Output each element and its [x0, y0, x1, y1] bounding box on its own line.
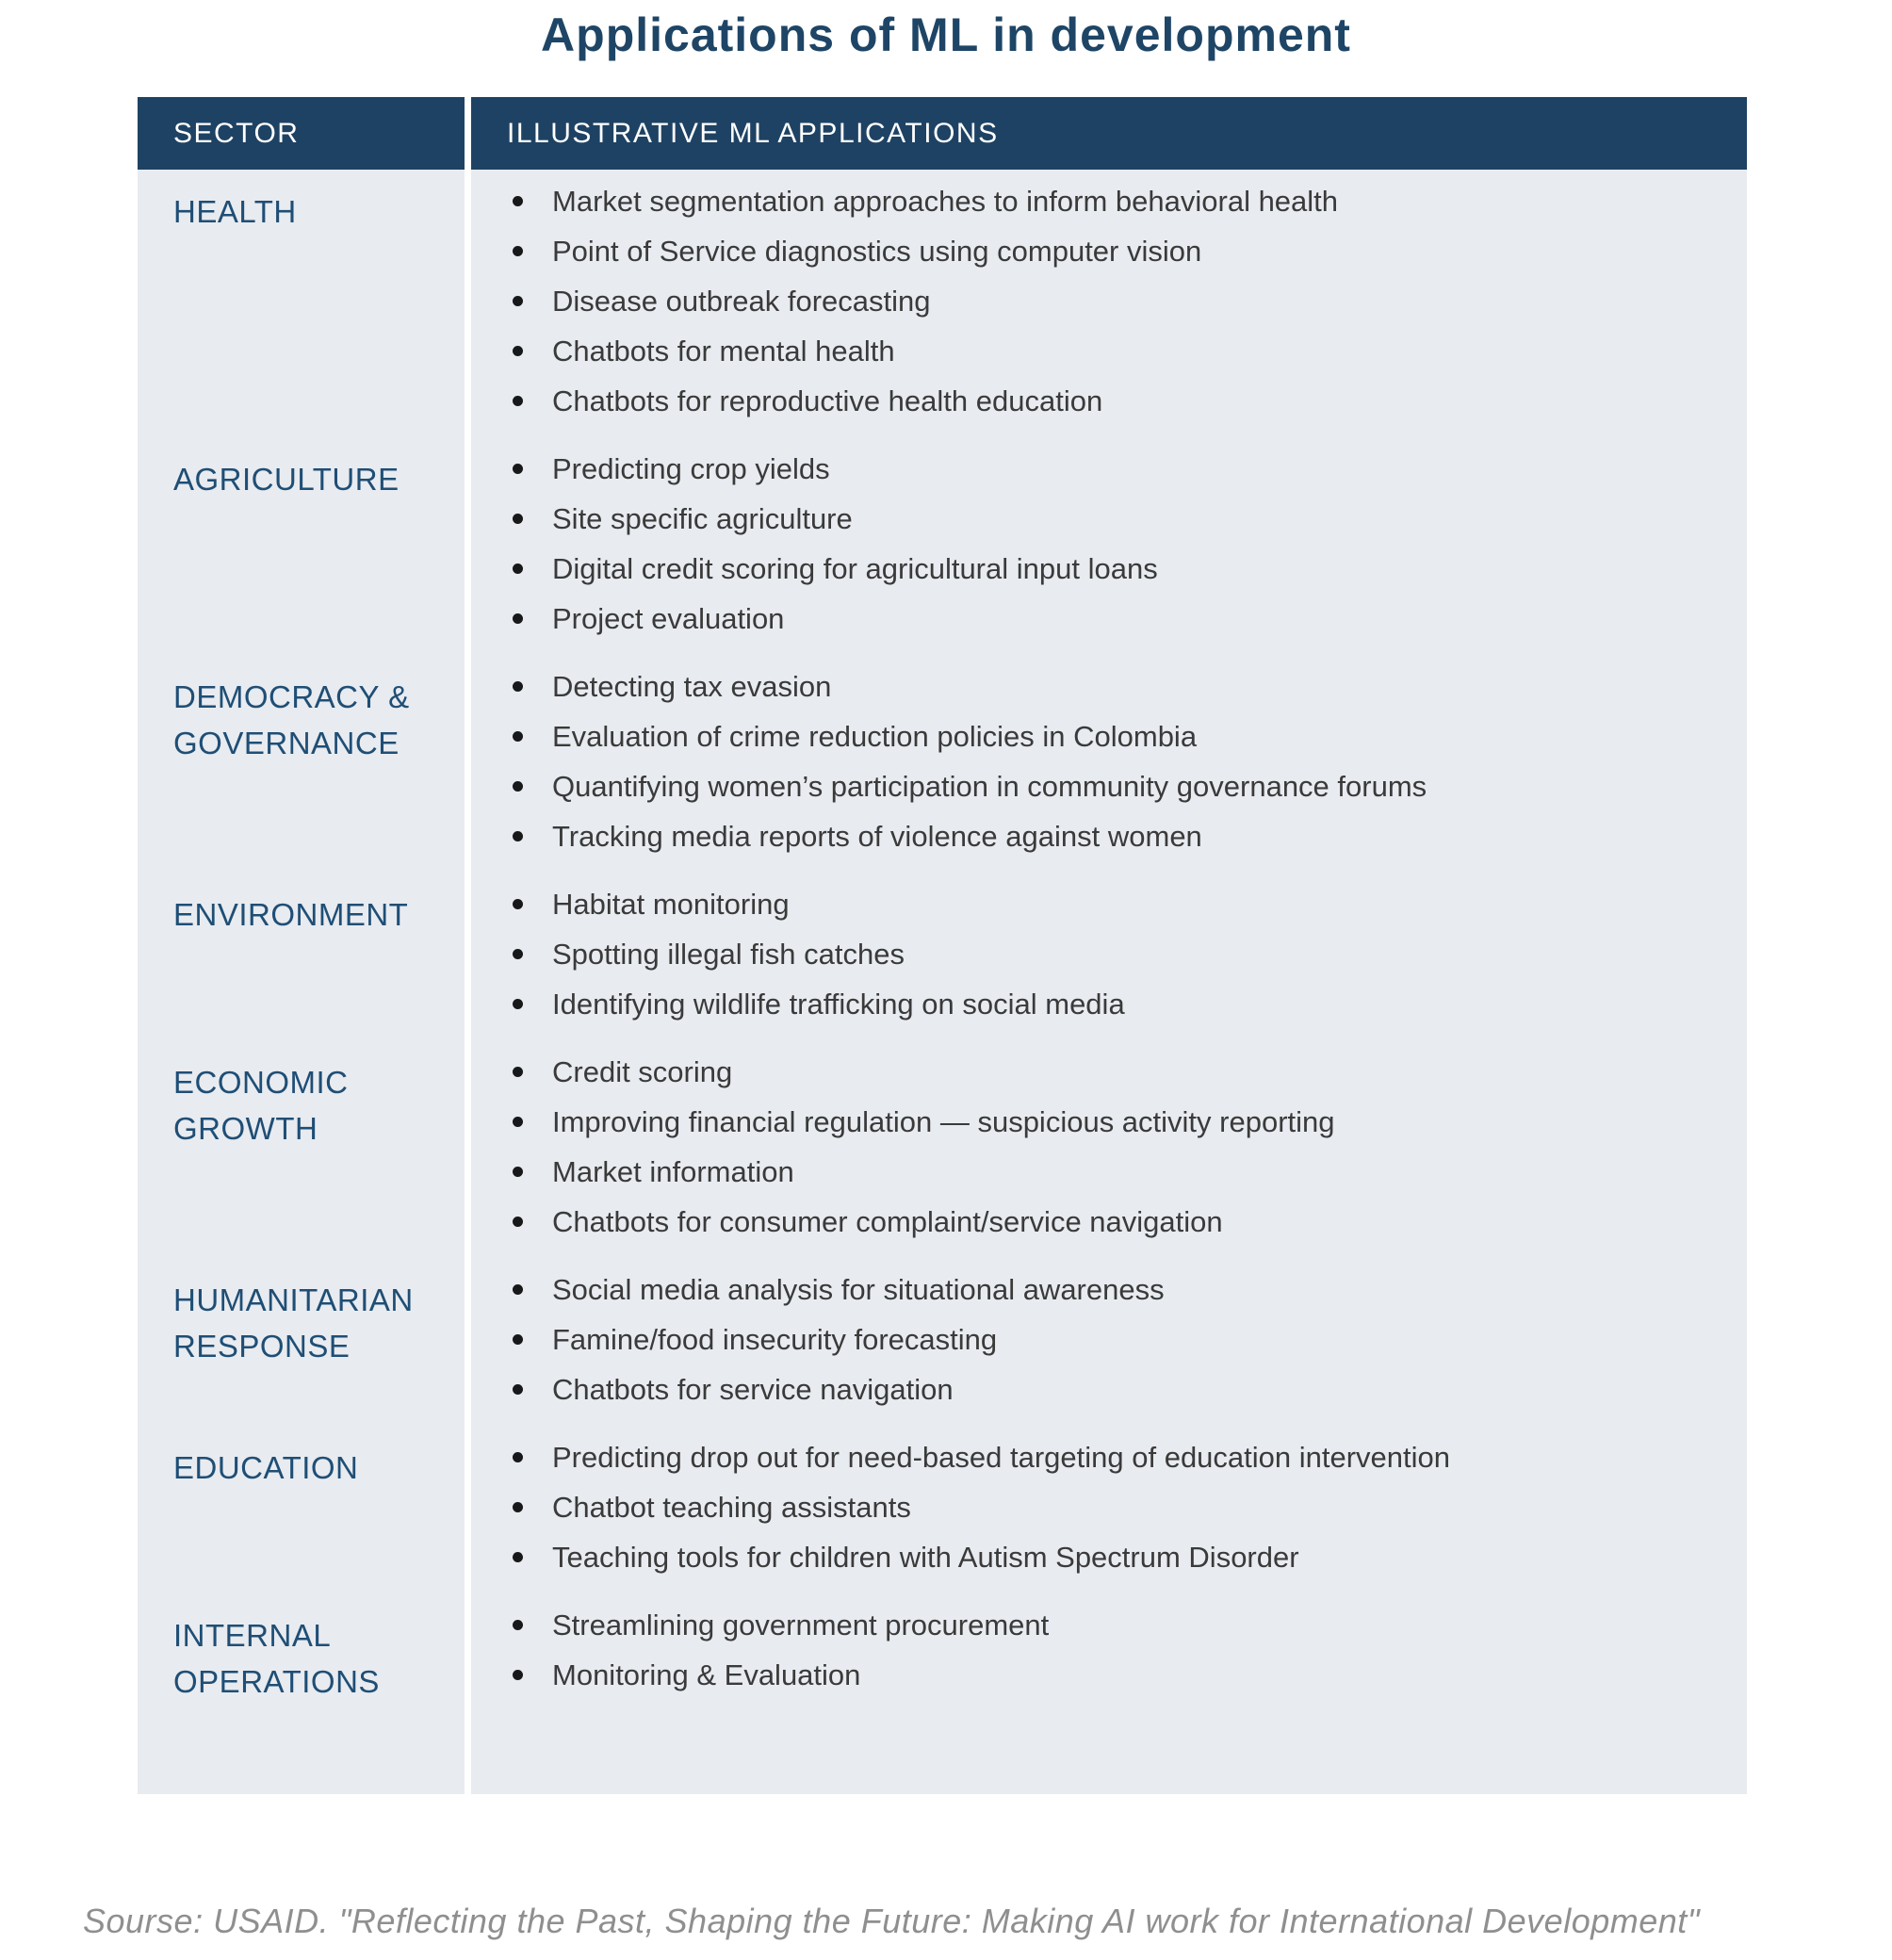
application-item [471, 822, 1719, 852]
application-item [471, 1207, 1719, 1237]
bullet-icon [513, 781, 523, 792]
application-item [471, 1057, 1719, 1087]
bullet-icon [513, 1552, 523, 1562]
application-item [471, 1443, 1719, 1473]
application-text: Site specific agriculture [552, 502, 853, 535]
application-item [471, 1325, 1719, 1355]
bullet-icon [513, 831, 523, 841]
application-text: Digital credit scoring for agricultural input loans [552, 552, 1158, 585]
sector-cell [138, 437, 465, 655]
sector-cell [138, 1258, 465, 1426]
application-item [471, 939, 1719, 970]
sector-label: INTERNAL OPERATIONS [173, 1618, 380, 1699]
application-item [471, 1107, 1719, 1137]
applications-cell [471, 170, 1747, 437]
bullet-icon [513, 1384, 523, 1395]
application-text: Market segmentation approaches to inform behavioral health [552, 185, 1339, 218]
application-text: Project evaluation [552, 602, 785, 635]
application-text: Tracking media reports of violence against women [552, 820, 1202, 853]
bullet-icon [513, 1452, 523, 1462]
sector-label: DEMOCRACY & GOVERNANCE [173, 679, 410, 760]
sector-label: AGRICULTURE [173, 462, 400, 497]
sector-cell [138, 873, 465, 1040]
bullet-icon [513, 1334, 523, 1345]
application-item [471, 504, 1719, 534]
column-header-sector: SECTOR [138, 97, 465, 170]
application-text: Credit scoring [552, 1055, 733, 1088]
application-text: Disease outbreak forecasting [552, 285, 931, 318]
applications-cell [471, 1426, 1747, 1593]
application-item [471, 1660, 1719, 1690]
sector-cell [138, 1426, 465, 1593]
bullet-icon [513, 514, 523, 524]
application-item [471, 454, 1719, 484]
application-item [471, 1157, 1719, 1187]
bullet-icon [513, 196, 523, 206]
application-item [471, 187, 1719, 217]
application-text: Quantifying women’s participation in community governance forums [552, 770, 1427, 803]
bullet-icon [513, 949, 523, 959]
applications-cell [471, 873, 1747, 1040]
sector-label: HEALTH [173, 194, 297, 229]
bullet-icon [513, 1284, 523, 1295]
bullet-icon [513, 1217, 523, 1227]
bullet-icon [513, 1167, 523, 1177]
sector-label: ENVIRONMENT [173, 897, 409, 932]
applications-cell [471, 1593, 1747, 1794]
sector-cell [138, 655, 465, 873]
sector-cell [138, 1593, 465, 1794]
bullet-icon [513, 564, 523, 574]
application-text: Point of Service diagnostics using computer vision [552, 235, 1202, 268]
application-item [471, 722, 1719, 752]
application-item [471, 604, 1719, 634]
applications-cell [471, 1258, 1747, 1426]
application-text: Predicting crop yields [552, 452, 830, 485]
application-text: Chatbots for mental health [552, 335, 895, 368]
bullet-icon [513, 999, 523, 1009]
application-text: Chatbots for consumer complaint/service navigation [552, 1205, 1223, 1238]
bullet-icon [513, 1502, 523, 1512]
application-text: Streamlining government procurement [552, 1609, 1050, 1642]
bullet-icon [513, 1620, 523, 1630]
application-text: Improving financial regulation — suspicious activity reporting [552, 1105, 1335, 1138]
application-item [471, 1610, 1719, 1641]
application-text: Social media analysis for situational awareness [552, 1273, 1165, 1306]
application-text: Famine/food insecurity forecasting [552, 1323, 998, 1356]
application-item [471, 890, 1719, 920]
page-title: Applications of ML in development [541, 8, 1351, 61]
bullet-icon [513, 246, 523, 256]
application-text: Teaching tools for children with Autism Spectrum Disorder [552, 1541, 1299, 1574]
applications-cell [471, 1040, 1747, 1258]
bullet-icon [513, 613, 523, 624]
bullet-icon [513, 296, 523, 306]
application-item [471, 1275, 1719, 1305]
applications-cell [471, 437, 1747, 655]
application-item [471, 1493, 1719, 1523]
application-item [471, 237, 1719, 267]
application-text: Habitat monitoring [552, 888, 790, 921]
application-text: Chatbots for reproductive health education [552, 384, 1103, 417]
column-header-applications: ILLUSTRATIVE ML APPLICATIONS [471, 97, 1747, 170]
application-text: Spotting illegal fish catches [552, 938, 905, 971]
application-item [471, 1543, 1719, 1573]
application-item [471, 386, 1719, 416]
sector-label: ECONOMIC GROWTH [173, 1065, 349, 1146]
bullet-icon [513, 731, 523, 742]
bullet-icon [513, 1067, 523, 1077]
bullet-icon [513, 1117, 523, 1127]
sector-label: EDUCATION [173, 1450, 359, 1485]
application-text: Chatbot teaching assistants [552, 1491, 911, 1524]
bullet-icon [513, 464, 523, 474]
application-item [471, 554, 1719, 584]
sector-cell [138, 1040, 465, 1258]
bullet-icon [513, 346, 523, 356]
bullet-icon [513, 681, 523, 692]
application-text: Identifying wildlife trafficking on social media [552, 988, 1125, 1021]
application-text: Evaluation of crime reduction policies in Colombia [552, 720, 1198, 753]
application-text: Chatbots for service navigation [552, 1373, 954, 1406]
application-item [471, 336, 1719, 367]
bullet-icon [513, 899, 523, 909]
application-text: Market information [552, 1155, 794, 1188]
bullet-icon [513, 1670, 523, 1680]
application-item [471, 286, 1719, 317]
application-item [471, 989, 1719, 1020]
application-text: Monitoring & Evaluation [552, 1658, 861, 1691]
source-citation: Sourse: USAID. "Reflecting the Past, Shaping the Future: Making AI work for International Development" [83, 1902, 1701, 1940]
applications-cell [471, 655, 1747, 873]
application-item [471, 772, 1719, 802]
application-text: Predicting drop out for need-based targeting of education intervention [552, 1441, 1451, 1474]
sector-cell [138, 170, 465, 437]
application-text: Detecting tax evasion [552, 670, 832, 703]
sector-label: HUMANITARIAN RESPONSE [173, 1282, 414, 1364]
ml-applications-table [138, 97, 1747, 1794]
application-item [471, 672, 1719, 702]
application-item [471, 1375, 1719, 1405]
bullet-icon [513, 396, 523, 406]
